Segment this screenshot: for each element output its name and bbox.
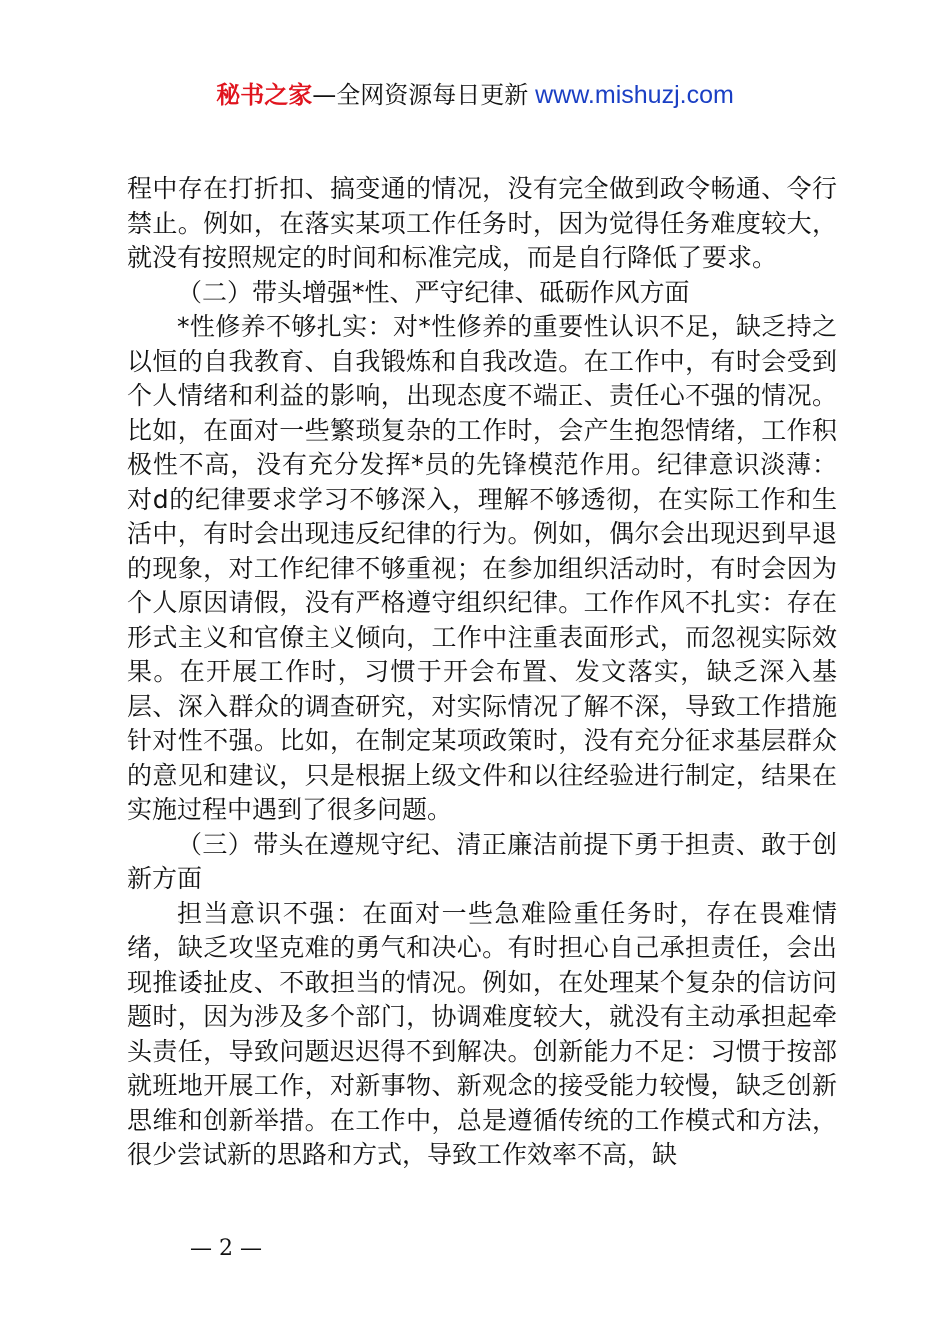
page-number: — 2 — <box>190 1236 262 1261</box>
site-header <box>0 78 950 112</box>
document-body <box>127 172 837 1173</box>
paragraph-party-discipline: *性修养不够扎实：对*性修养的重要性认识不足，缺乏持之以恒的自我教育、自我锻炼和自我改造。在工作中，有时会受到个人情绪和利益的影响，出现态度不端正、责任心不强的情况。比如，在面对一些繁琐复杂的工作时，会产生抱怨情绪，工作积极性不高，没有充分发挥*员的先锋模范作用。纪律意识淡薄：对d的纪律要求学习不够深入，理解不够透彻，在实际工作和生活中，有时会出现违反纪律的行为。例如，偶尔会出现迟到早退的现象，对工作纪律不够重视；在参加组织活动时，有时会因为个人原因请假，没有严格遵守组织纪律。工作作风不扎实：存在形式主义和官僚主义倾向，工作中注重表面形式，而忽视实际效果。在开展工作时，习惯于开会布置、发文落实，缺乏深入基层、深入群众的调查研究，对实际情况了解不深，导致工作措施针对性不强。比如，在制定某项政策时，没有充分征求基层群众的意见和建议，只是根据上级文件和以往经验进行制定，结果在实施过程中遇到了很多问题。 <box>127 312 837 824</box>
header-tagline: —全网资源每日更新 <box>312 81 529 109</box>
brand-name: 秘书之家 <box>216 81 313 109</box>
paragraph-continuation: 程中存在打折扣、搞变通的情况，没有完全做到政令畅通、令行禁止。例如，在落实某项工作任务时，因为觉得任务难度较大，就没有按照规定的时间和标准完成，而是自行降低了要求。 <box>127 174 837 272</box>
section-heading-3: （三）带头在遵规守纪、清正廉洁前提下勇于担责、敢于创新方面 <box>127 829 837 893</box>
site-url[interactable]: www.mishuzj.com <box>528 81 734 109</box>
section-heading-2: （二）带头增强*性、严守纪律、砥砺作风方面 <box>177 277 690 307</box>
paragraph-responsibility: 担当意识不强：在面对一些急难险重任务时，存在畏难情绪，缺乏攻坚克难的勇气和决心。有时担心自己承担责任，会出现推诿扯皮、不敢担当的情况。例如，在处理某个复杂的信访问题时，因为涉及多个部门，协调难度较大，就没有主动承担起牵头责任，导致问题迟迟得不到解决。创新能力不足：习惯于按部就班地开展工作，对新事物、新观念的接受能力较慢，缺乏创新思维和创新举措。在工作中，总是遵循传统的工作模式和方法，很少尝试新的思路和方式，导致工作效率不高，缺 <box>127 898 837 1169</box>
